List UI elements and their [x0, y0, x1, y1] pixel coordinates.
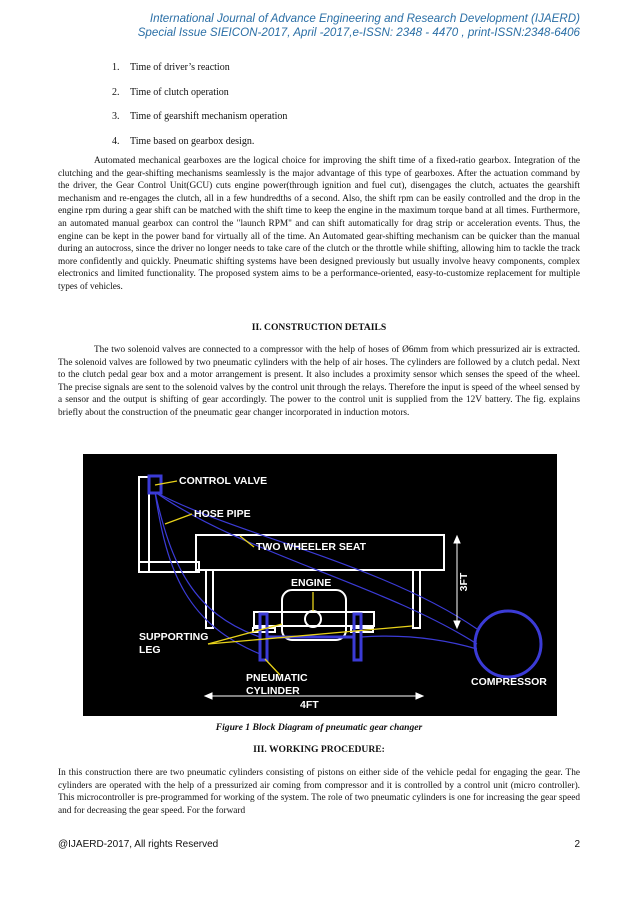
block-diagram-figure [83, 454, 557, 716]
section-heading-working-procedure: III. WORKING PROCEDURE: [253, 744, 385, 755]
label-engine: ENGINE [291, 577, 332, 589]
label-compressor: COMPRESSOR [471, 676, 547, 688]
page-footer [58, 839, 580, 850]
list-item: 2. Time of clutch operation [112, 86, 229, 98]
block-diagram [83, 454, 557, 716]
list-item: 3. Time of gearshift mechanism operation [112, 111, 288, 122]
figure-caption: Figure 1 Block Diagram of pneumatic gear changer [215, 722, 423, 733]
list-item: 4. Time based on gearbox design. [112, 135, 255, 147]
journal-title: International Journal of Advance Engineering and Research Development (IJAERD) [149, 12, 580, 25]
list-item: 1. Time of driver’s reaction [112, 62, 230, 73]
paragraph-construction: The two solenoid valves are connected to a compressor with the help of hoses of Ø6mm from which pressurized air is extracted. The solenoid valves are followed by two pneumatic cylinders with the help of air hoses. The cylinders are followed by a clutch pedal. Next to the clutch pedal gear box and a motor arrangement is present. It also includes a proximity sensor which senses the speed of the wheel. The precise signals are sent to the solenoid valves by the control unit through the relays. Therefore the input is speed of the wheel sensed by a sensor and the output is shifting of gear accordingly. The power to the control unit is supplied from the 12V battery. The fig. explains briefly about the construction of the pneumatic gear changer incorporated in induction motors. [58, 345, 580, 418]
compressor-icon [475, 611, 541, 677]
paragraph-working-procedure: In this construction there are two pneumatic cylinders consisting of pistons on either side of the vehicle pedal for engaging the gear. The cylinders are operated with the help of a pressurized air coming from compressor and it is controlled by a control unit (micro controller). This microcontroller is pre-programmed for working of the system. The role of two pneumatic cylinders is one for increasing the gear speed and for decreasing the gear speed. For the forward [58, 768, 580, 816]
label-hose-pipe: HOSE PIPE [194, 508, 251, 520]
section-heading-construction: II. CONSTRUCTION DETAILS [251, 322, 387, 333]
label-supporting: SUPPORTING [139, 631, 209, 643]
copyright-text: @IJAERD-2017, All rights Reserved [58, 839, 219, 850]
label-height-3ft: 3FT [458, 572, 470, 592]
label-pneumatic: PNEUMATIC [246, 672, 308, 684]
frame-structure [139, 477, 444, 640]
label-control-valve: CONTROL VALVE [179, 475, 268, 487]
shift-time-list [112, 61, 287, 159]
label-two-wheeler-seat: TWO WHEELER SEAT [256, 541, 367, 553]
label-cylinder: CYLINDER [246, 685, 300, 697]
label-leg: LEG [139, 644, 161, 656]
paragraph-automated-gearboxes: Automated mechanical gearboxes are the logical choice for improving the shift time of a fixed-ratio gearbox. Integration of the clutching and the gear-shifting mechanisms seamlessly is the major advantage of this type of gearboxes. After the actuation command by the driver, the Gear Control Unit(GCU) cuts engine power(through ignition and fuel cut), disengages the clutch, actuates the gearshift mechanism and re-engages the clutch, all in a few hundredths of a second. Also, the shift rpm can be easily controlled and the drop in the engine rpm during a gear shift can be matched with the shift time to keep the engine in the maximum torque band at all times. Furthermore, an automated manual gearbox can control the "launch RPM" and can shift automatically for drag strip or acceleration events. Thus, the engine can be kept in the power band for virtually all of the time. An Automated gear-shifting mechanism can be quicker than the manual during an autocross, since the driver no longer needs to take care of the clutch or the throttle while shifting, allowing him to tackle the track more confidently and quickly. Pneumatic shifting systems have been designed previously but usually involve heavy components, complex electronics and limited functionality. The proposed system aims to be a performance-oriented, easy-to-customize replacement for multiple types of vehicles. [58, 156, 580, 292]
page-number: 2 [574, 839, 580, 850]
label-width-4ft: 4FT [300, 699, 319, 711]
journal-issue: Special Issue SIEICON-2017, April -2017,e-ISSN: 2348 - 4470 , print-ISSN:2348-6406 [137, 26, 580, 39]
journal-header [138, 12, 580, 40]
